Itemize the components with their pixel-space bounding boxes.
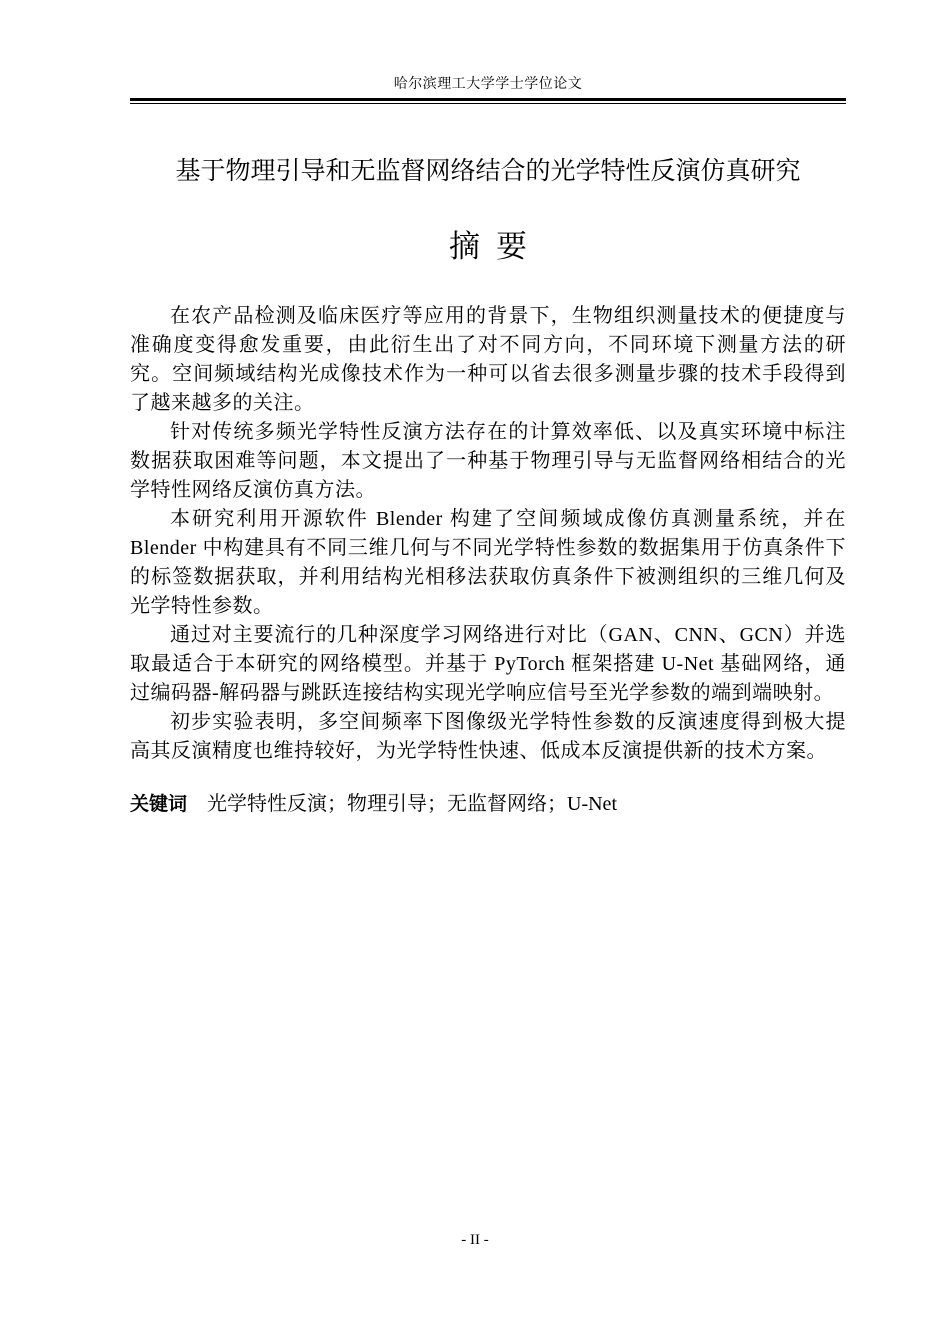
- abstract-paragraph-1: 在农产品检测及临床医疗等应用的背景下，生物组织测量技术的便捷度与准确度变得愈发重要，由此衍生出了对不同方向，不同环境下测量方法的研究。空间频域结构光成像技术作为一种可以省去很多测量步骤的技术手段得到了越来越多的关注。: [130, 305, 846, 414]
- keywords-text: 光学特性反演；物理引导；无监督网络；U-Net: [207, 793, 617, 815]
- abstract-body: [130, 302, 846, 766]
- keywords-label: 关键词: [130, 793, 188, 815]
- thesis-title: 基于物理引导和无监督网络结合的光学特性反演仿真研究: [175, 156, 801, 185]
- page-number: - II -: [461, 1232, 489, 1248]
- abstract-paragraph-2: 针对传统多频光学特性反演方法存在的计算效率低、以及真实环境中标注数据获取困难等问题，本文提出了一种基于物理引导与无监督网络相结合的光学特性网络反演仿真方法。: [130, 421, 846, 501]
- keywords-line: [130, 790, 846, 819]
- abstract-paragraph-5: 初步实验表明，多空间频率下图像级光学特性参数的反演速度得到极大提高其反演精度也维持较好，为光学特性快速、低成本反演提供新的技术方案。: [130, 711, 846, 762]
- running-header: 哈尔滨理工大学学士学位论文: [393, 77, 583, 92]
- header-rule-thick: [130, 98, 846, 101]
- abstract-paragraph-4: 通过对主要流行的几种深度学习网络进行对比（GAN、CNN、GCN）并选取最适合于本研究的网络模型。并基于 PyTorch 框架搭建 U-Net 基础网络，通过编码器-解码器与跳跃连接结构实现光学响应信号至光学参数的端到端映射。: [130, 624, 846, 704]
- abstract-paragraph-3: 本研究利用开源软件 Blender 构建了空间频域成像仿真测量系统，并在 Blender 中构建具有不同三维几何与不同光学特性参数的数据集用于仿真条件下的标签数据获取，并利用结构光相移法获取仿真条件下被测组织的三维几何及光学特性参数。: [130, 508, 846, 617]
- abstract-heading: 摘要: [449, 229, 543, 265]
- header-rule-thin: [130, 103, 846, 104]
